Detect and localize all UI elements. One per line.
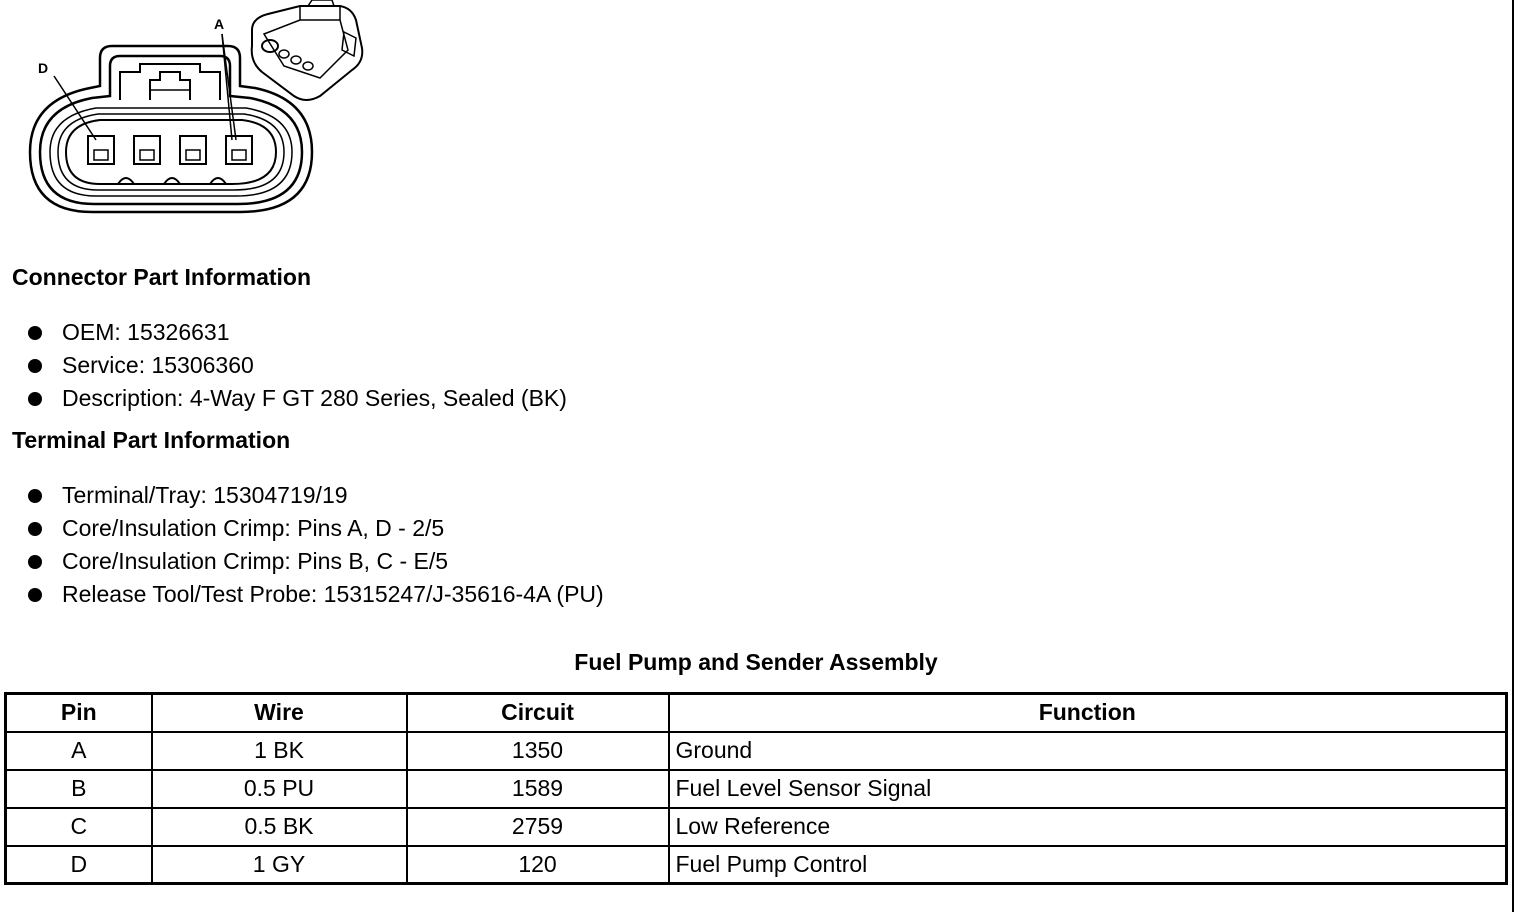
crimp-pins-ad: Core/Insulation Crimp: Pins A, D - 2/5 xyxy=(62,515,445,541)
cell-pin: D xyxy=(6,846,152,884)
connector-thumbnail-icon xyxy=(252,0,363,100)
list-item xyxy=(28,512,604,545)
bullet-icon xyxy=(28,359,42,373)
cell-pin: B xyxy=(6,770,152,808)
column-header-function: Function xyxy=(669,694,1507,732)
cell-function: Low Reference xyxy=(669,808,1507,846)
cell-function: Fuel Level Sensor Signal xyxy=(669,770,1507,808)
cell-pin: C xyxy=(6,808,152,846)
column-header-wire: Wire xyxy=(152,694,407,732)
connector-info-list xyxy=(28,316,567,415)
table-title: Fuel Pump and Sender Assembly xyxy=(574,649,938,675)
page-border-line xyxy=(1512,0,1514,912)
table-row xyxy=(6,846,1507,884)
list-item xyxy=(28,382,567,415)
cell-circuit: 120 xyxy=(407,846,669,884)
cell-function: Fuel Pump Control xyxy=(669,846,1507,884)
connector-info-heading: Connector Part Information xyxy=(12,264,312,290)
bullet-icon xyxy=(28,588,42,602)
connector-oem: OEM: 15326631 xyxy=(62,319,230,345)
pin-label-a: A xyxy=(214,16,225,32)
terminal-tray: Terminal/Tray: 15304719/19 xyxy=(62,482,348,508)
release-tool: Release Tool/Test Probe: 15315247/J-35616-4A (PU) xyxy=(62,581,604,607)
bullet-icon xyxy=(28,489,42,503)
list-item xyxy=(28,545,604,578)
table-row xyxy=(6,808,1507,846)
terminal-info-heading: Terminal Part Information xyxy=(12,427,291,453)
bullet-icon xyxy=(28,392,42,406)
cell-pin: A xyxy=(6,732,152,770)
cell-wire: 0.5 PU xyxy=(152,770,407,808)
bullet-icon xyxy=(28,326,42,340)
pinout-table xyxy=(4,692,1508,885)
bullet-icon xyxy=(28,555,42,569)
cell-circuit: 2759 xyxy=(407,808,669,846)
connector-description: Description: 4-Way F GT 280 Series, Sealed (BK) xyxy=(62,385,567,411)
column-header-circuit: Circuit xyxy=(407,694,669,732)
table-header-row xyxy=(6,694,1507,732)
cell-function: Ground xyxy=(669,732,1507,770)
cell-circuit: 1589 xyxy=(407,770,669,808)
table-row xyxy=(6,732,1507,770)
pin-label-d: D xyxy=(38,60,49,76)
list-item xyxy=(28,349,567,382)
crimp-pins-bc: Core/Insulation Crimp: Pins B, C - E/5 xyxy=(62,548,449,574)
list-item xyxy=(28,479,604,512)
cell-wire: 1 GY xyxy=(152,846,407,884)
cell-wire: 0.5 BK xyxy=(152,808,407,846)
cell-wire: 1 BK xyxy=(152,732,407,770)
table-row xyxy=(6,770,1507,808)
connector-diagram xyxy=(0,0,380,225)
terminal-info-list xyxy=(28,479,604,611)
list-item xyxy=(28,578,604,611)
cell-circuit: 1350 xyxy=(407,732,669,770)
bullet-icon xyxy=(28,522,42,536)
connector-service: Service: 15306360 xyxy=(62,352,254,378)
column-header-pin: Pin xyxy=(6,694,152,732)
list-item xyxy=(28,316,567,349)
